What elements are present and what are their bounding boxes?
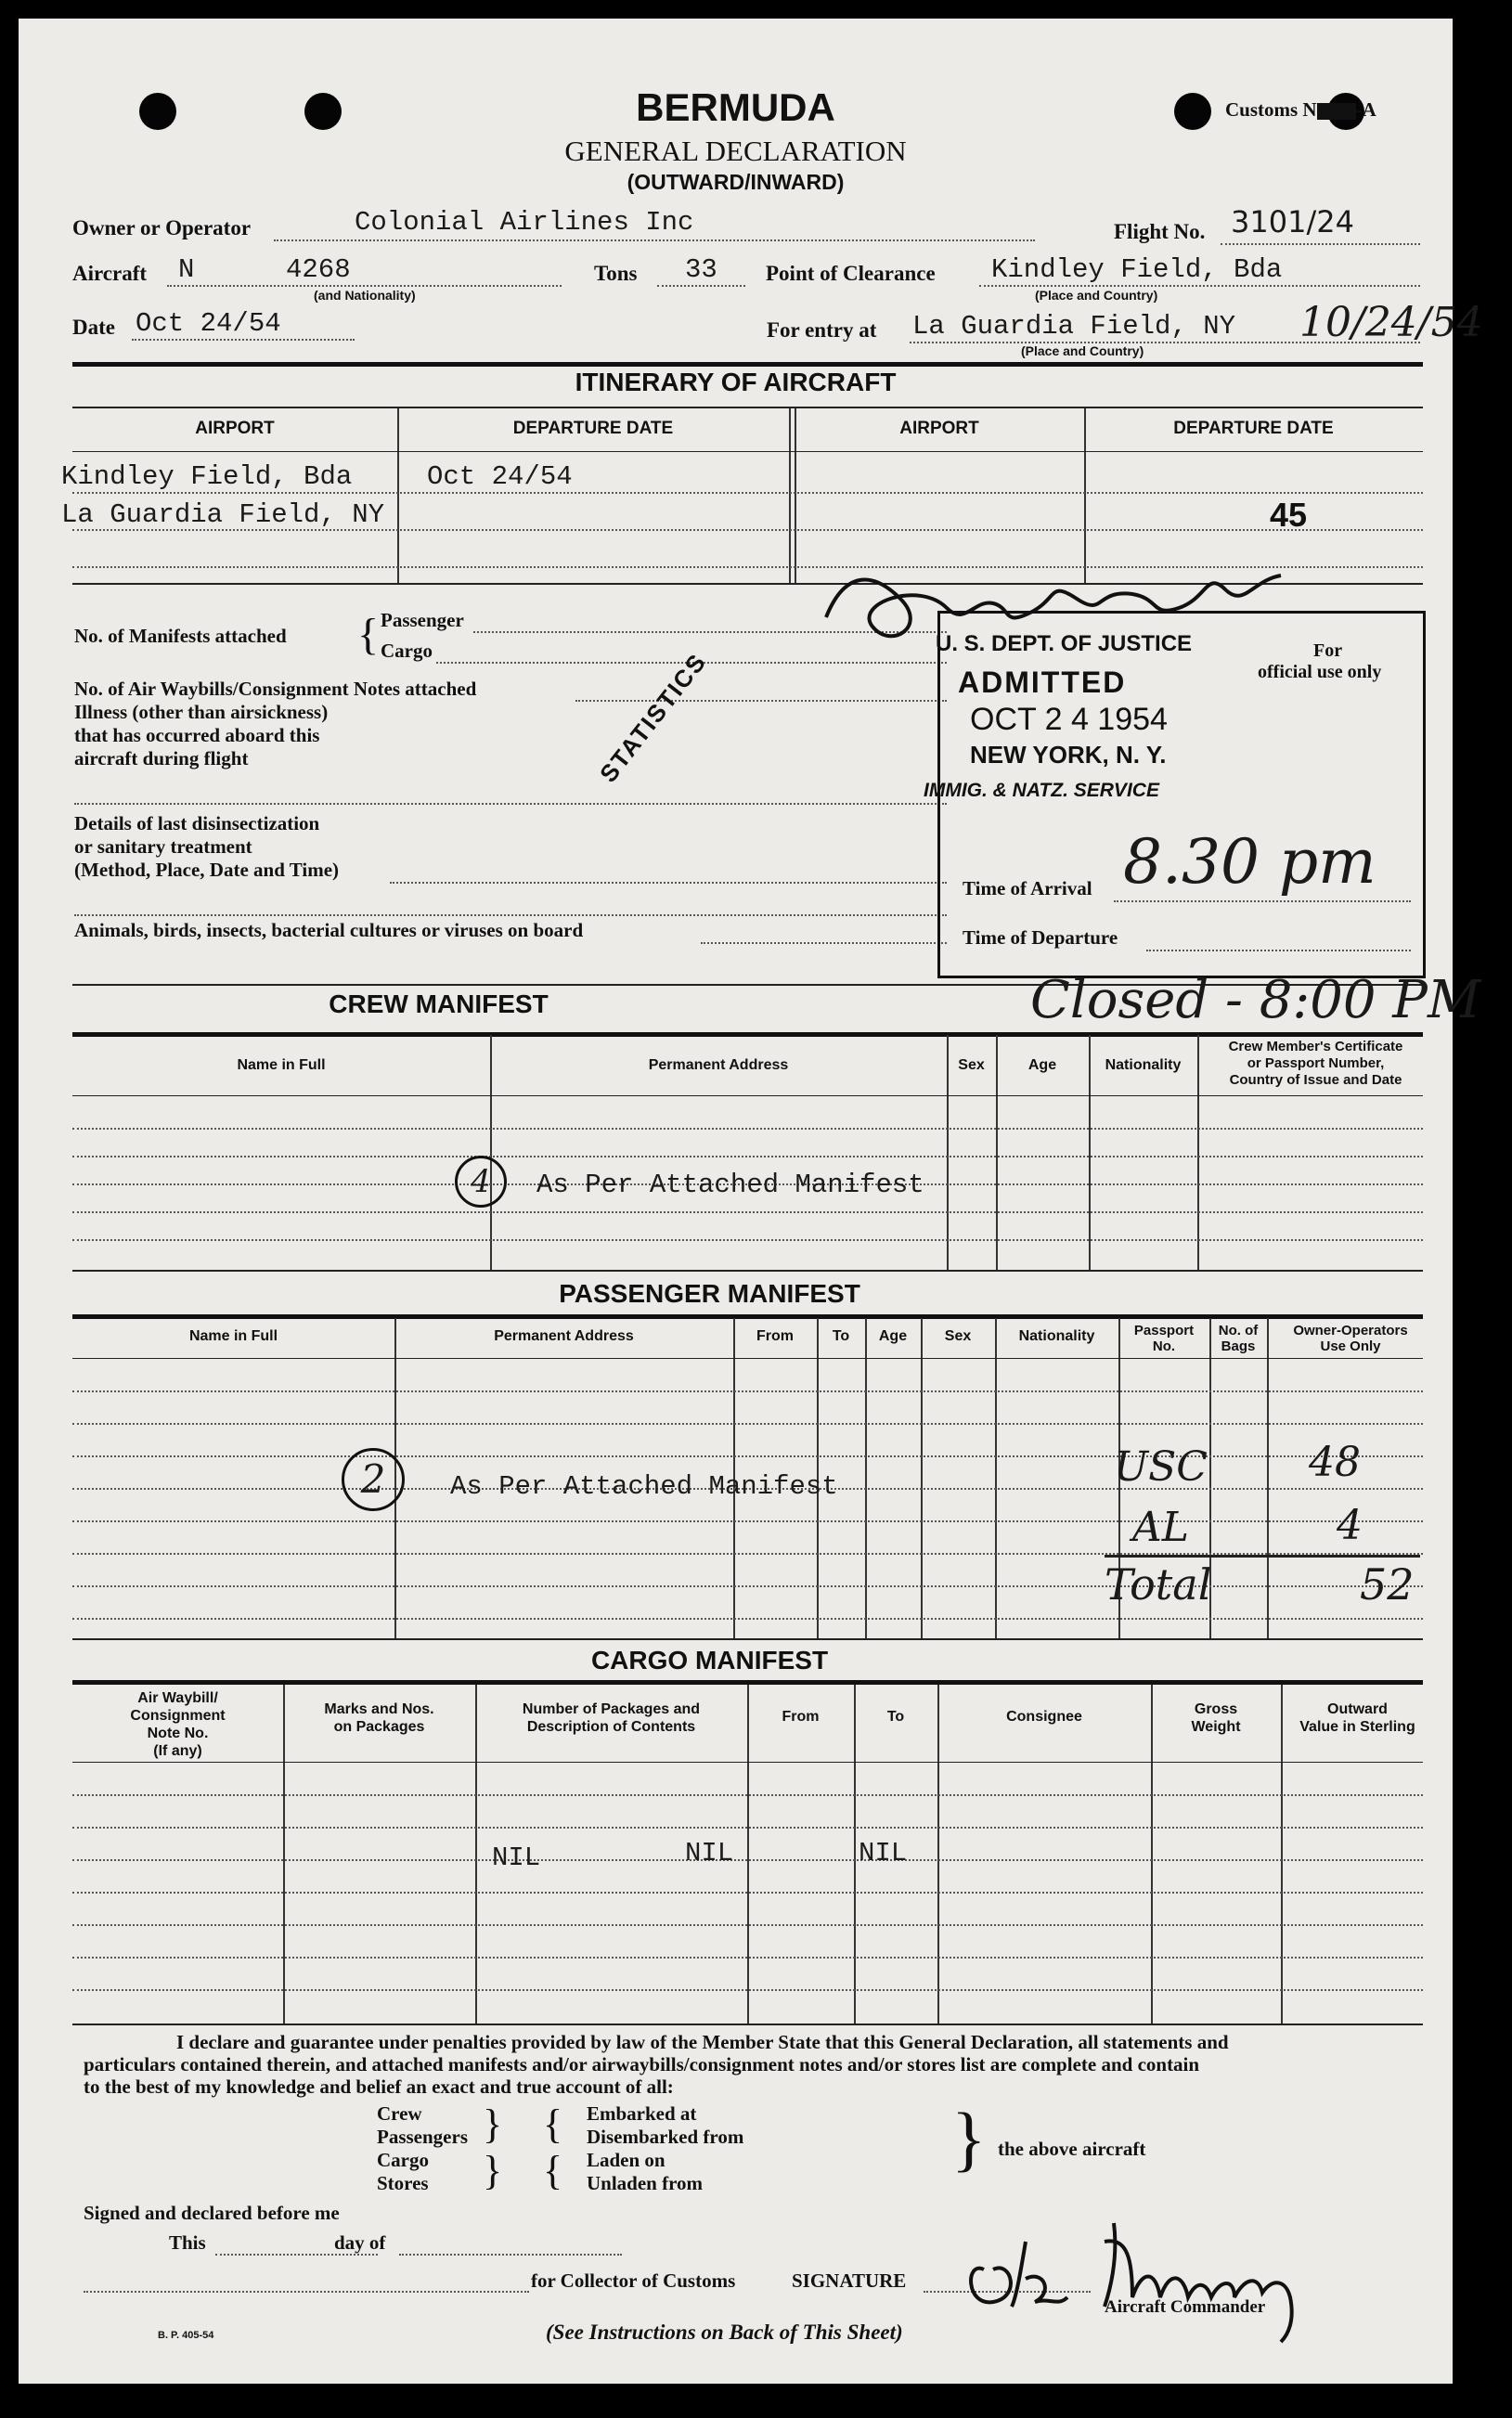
passenger-col-nationality: Nationality (1018, 1328, 1095, 1344)
declaration-stores: Stores (377, 2172, 429, 2194)
aircraft-value: 4268 (286, 254, 351, 285)
cargo-col-waybill-4: (If any) (153, 1743, 202, 1759)
date-label: Date (72, 316, 115, 339)
declaration-line-2: particulars contained therein, and attached manifests and/or airwaybills/consignment notes and/or stores list are complete and contain (84, 2053, 1200, 2075)
aircraft-label: Aircraft (72, 262, 148, 285)
tally-al-label: AL (1132, 1504, 1189, 1551)
brace-3: { (543, 2101, 563, 2147)
illness-line-2: that has occurred aboard this (74, 724, 320, 746)
crew-col-nationality: Nationality (1105, 1057, 1182, 1073)
disinsect-line-1: Details of last disinsectization (74, 812, 320, 834)
clearance-value: Kindley Field, Bda (991, 254, 1283, 285)
aircraft-prefix: N (178, 254, 195, 285)
stamp-line-4: NEW YORK, N. Y. (970, 741, 1167, 769)
declaration-form (19, 19, 1483, 2384)
passenger-circled-count: 2 (342, 1448, 405, 1511)
itinerary-col-departure: DEPARTURE DATE (512, 419, 674, 438)
brace-1: } (483, 2101, 503, 2147)
crew-circled-count: 4 (455, 1156, 507, 1208)
owner-label: Owner or Operator (72, 216, 252, 239)
entry-label: For entry at (767, 318, 877, 342)
passenger-col-age: Age (878, 1328, 908, 1344)
time-departure-label: Time of Departure (963, 926, 1118, 949)
cargo-col-waybill-3: Note No. (147, 1726, 209, 1741)
declaration-unladen: Unladen from (587, 2172, 704, 2194)
manifests-passenger: Passenger (381, 609, 464, 631)
passenger-entry: As Per Attached Manifest (450, 1471, 838, 1502)
passenger-col-passport-1: Passport (1133, 1323, 1195, 1338)
brace-2: } (483, 2148, 503, 2193)
flight-value: 3101/24 (1231, 204, 1354, 239)
crew-col-cert-3: Country of Issue and Date (1229, 1072, 1402, 1088)
owner-value: Colonial Airlines Inc (355, 207, 694, 238)
statistics-stamp: STATISTICS (594, 647, 712, 788)
clearance-note: (Place and Country) (1035, 288, 1158, 303)
manifests-label: No. of Manifests attached (74, 625, 287, 647)
crew-col-cert-2: or Passport Number, (1247, 1055, 1385, 1071)
cargo-nil-2: NIL (685, 1838, 734, 1868)
passenger-col-owner-1: Owner-Operators (1293, 1323, 1408, 1338)
flight-label: Flight No. (1114, 220, 1206, 243)
crew-col-cert-1: Crew Member's Certificate (1228, 1039, 1403, 1054)
crew-col-name: Name in Full (237, 1057, 326, 1073)
form-direction: (OUTWARD/INWARD) (627, 170, 845, 194)
illness-line-3: aircraft during flight (74, 747, 249, 769)
declaration-commander: Aircraft Commander (1105, 2297, 1266, 2317)
declaration-cargo: Cargo (377, 2149, 429, 2171)
clearance-label: Point of Clearance (766, 262, 936, 285)
declaration-laden: Laden on (587, 2149, 666, 2171)
crew-col-address: Permanent Address (648, 1057, 789, 1073)
declaration-crew: Crew (377, 2102, 422, 2125)
cargo-col-from: From (782, 1709, 820, 1725)
officer-signature (817, 562, 1299, 664)
tally-sum-line (1105, 1555, 1420, 1558)
tally-usc-value: 48 (1309, 1439, 1361, 1486)
cargo-col-number-1: Number of Packages and (522, 1701, 701, 1717)
stamp-line-1: U. S. DEPT. OF JUSTICE (936, 631, 1193, 656)
cargo-col-waybill-2: Consignment (130, 1708, 226, 1724)
brace-4: { (543, 2148, 563, 2193)
customs-form-number (1225, 98, 1376, 122)
passenger-title: PASSENGER MANIFEST (559, 1279, 860, 1308)
itinerary-row1-airport: Kindley Field, Bda (61, 461, 353, 492)
stamp-line-2: ADMITTED (958, 666, 1127, 699)
declaration-line-1: I declare and guarantee under penalties provided by law of the Member State that this General Declaration, all statements and (176, 2031, 1229, 2053)
passenger-col-bags-2: Bags (1221, 1338, 1256, 1354)
itinerary-row1-date: Oct 24/54 (427, 461, 573, 492)
passenger-col-sex: Sex (944, 1328, 972, 1344)
itinerary-number: 45 (1270, 496, 1308, 534)
disinsect-line-2: or sanitary treatment (74, 835, 252, 858)
tons-value: 33 (685, 254, 717, 285)
declaration-day-of: day of (334, 2231, 386, 2254)
cargo-col-marks-1: Marks and Nos. (324, 1701, 434, 1717)
customs-form-suffix: -A (1355, 98, 1376, 121)
cargo-nil-3: NIL (859, 1838, 908, 1868)
form-title: BERMUDA (636, 85, 835, 129)
time-arrival-label: Time of Arrival (963, 877, 1092, 899)
cargo-col-gross-1: Gross (1194, 1701, 1238, 1717)
instructions-note: (See Instructions on Back of This Sheet) (546, 2321, 903, 2344)
cargo-title: CARGO MANIFEST (590, 1646, 829, 1674)
crew-col-sex: Sex (958, 1057, 985, 1073)
crew-title: CREW MANIFEST (329, 989, 549, 1018)
declaration-line-3: to the best of my knowledge and belief an exact and true account of all: (84, 2075, 674, 2098)
form-subtitle: GENERAL DECLARATION (564, 135, 907, 167)
stamp-line-5: IMMIG. & NATZ. SERVICE (924, 780, 1159, 801)
itinerary-col-departure-2: DEPARTURE DATE (1173, 419, 1334, 438)
cargo-nil-1: NIL (492, 1843, 541, 1873)
passenger-col-from: From (756, 1328, 794, 1344)
waybills-label: No. of Air Waybills/Consignment Notes attached (74, 678, 477, 700)
official-use-line-1: For (1313, 640, 1343, 661)
illness-line-1: Illness (other than airsickness) (74, 701, 329, 723)
itinerary-col-airport: AIRPORT (195, 419, 275, 438)
passenger-col-address: Permanent Address (494, 1328, 634, 1344)
customs-form-label: Customs N (1225, 98, 1317, 121)
stamp-line-3: OCT 2 4 1954 (970, 702, 1168, 737)
customs-form-redacted (1317, 103, 1356, 120)
itinerary-title: ITINERARY OF AIRCRAFT (575, 368, 897, 396)
tons-label: Tons (594, 262, 638, 285)
cargo-col-to: To (886, 1709, 905, 1725)
commander-signature (956, 2205, 1355, 2344)
declaration-collector: for Collector of Customs (531, 2269, 736, 2292)
passenger-col-name: Name in Full (188, 1328, 278, 1344)
declaration-disembarked: Disembarked from (587, 2126, 744, 2148)
manifests-brace: { (357, 610, 380, 659)
passenger-col-bags-1: No. of (1218, 1323, 1259, 1338)
cargo-col-outward-1: Outward (1327, 1701, 1388, 1717)
declaration-signature: SIGNATURE (792, 2269, 907, 2292)
passenger-col-passport-2: No. (1152, 1338, 1176, 1354)
cargo-col-gross-2: Weight (1191, 1719, 1241, 1735)
crew-entry: As Per Attached Manifest (536, 1170, 924, 1200)
cargo-col-outward-2: Value in Sterling (1299, 1719, 1415, 1735)
declaration-signed: Signed and declared before me (84, 2202, 340, 2224)
manifests-cargo: Cargo (381, 640, 433, 662)
official-use-line-2: official use only (1258, 662, 1382, 682)
passenger-col-to: To (832, 1328, 850, 1344)
entry-hand-date: 10/24/54 (1299, 299, 1483, 346)
tally-total-label: Total (1105, 1559, 1212, 1610)
cargo-col-consignee: Consignee (1006, 1709, 1082, 1725)
tally-usc-label: USC (1114, 1443, 1208, 1491)
itinerary-row2-airport: La Guardia Field, NY (61, 499, 385, 530)
animals-label: Animals, birds, insects, bacterial cultures or viruses on board (74, 919, 584, 941)
form-number: B. P. 405-54 (158, 2330, 214, 2341)
brace-right: } (951, 2098, 987, 2179)
arrival-handwritten: 8.30 pm (1123, 826, 1376, 898)
declaration-passengers: Passengers (377, 2126, 468, 2148)
itinerary-col-airport-2: AIRPORT (899, 419, 979, 438)
cargo-col-waybill-1: Air Waybill/ (137, 1690, 218, 1706)
entry-value: La Guardia Field, NY (912, 311, 1236, 342)
passenger-col-owner-2: Use Only (1320, 1338, 1381, 1354)
declaration-above: the above aircraft (998, 2138, 1146, 2160)
disinsect-line-3: (Method, Place, Date and Time) (74, 859, 340, 881)
aircraft-note: (and Nationality) (314, 288, 416, 303)
cargo-col-number-2: Description of Contents (526, 1719, 696, 1735)
tally-total-value: 52 (1360, 1559, 1415, 1610)
crew-col-age: Age (1027, 1057, 1057, 1073)
closed-handwritten: Closed - 8:00 PM (1030, 970, 1481, 1030)
cargo-col-marks-2: on Packages (333, 1719, 425, 1735)
declaration-embarked: Embarked at (587, 2102, 697, 2125)
declaration-this: This (169, 2231, 206, 2254)
entry-note: (Place and Country) (1021, 343, 1144, 358)
tally-al-value: 4 (1337, 1502, 1363, 1549)
date-value: Oct 24/54 (136, 308, 281, 339)
